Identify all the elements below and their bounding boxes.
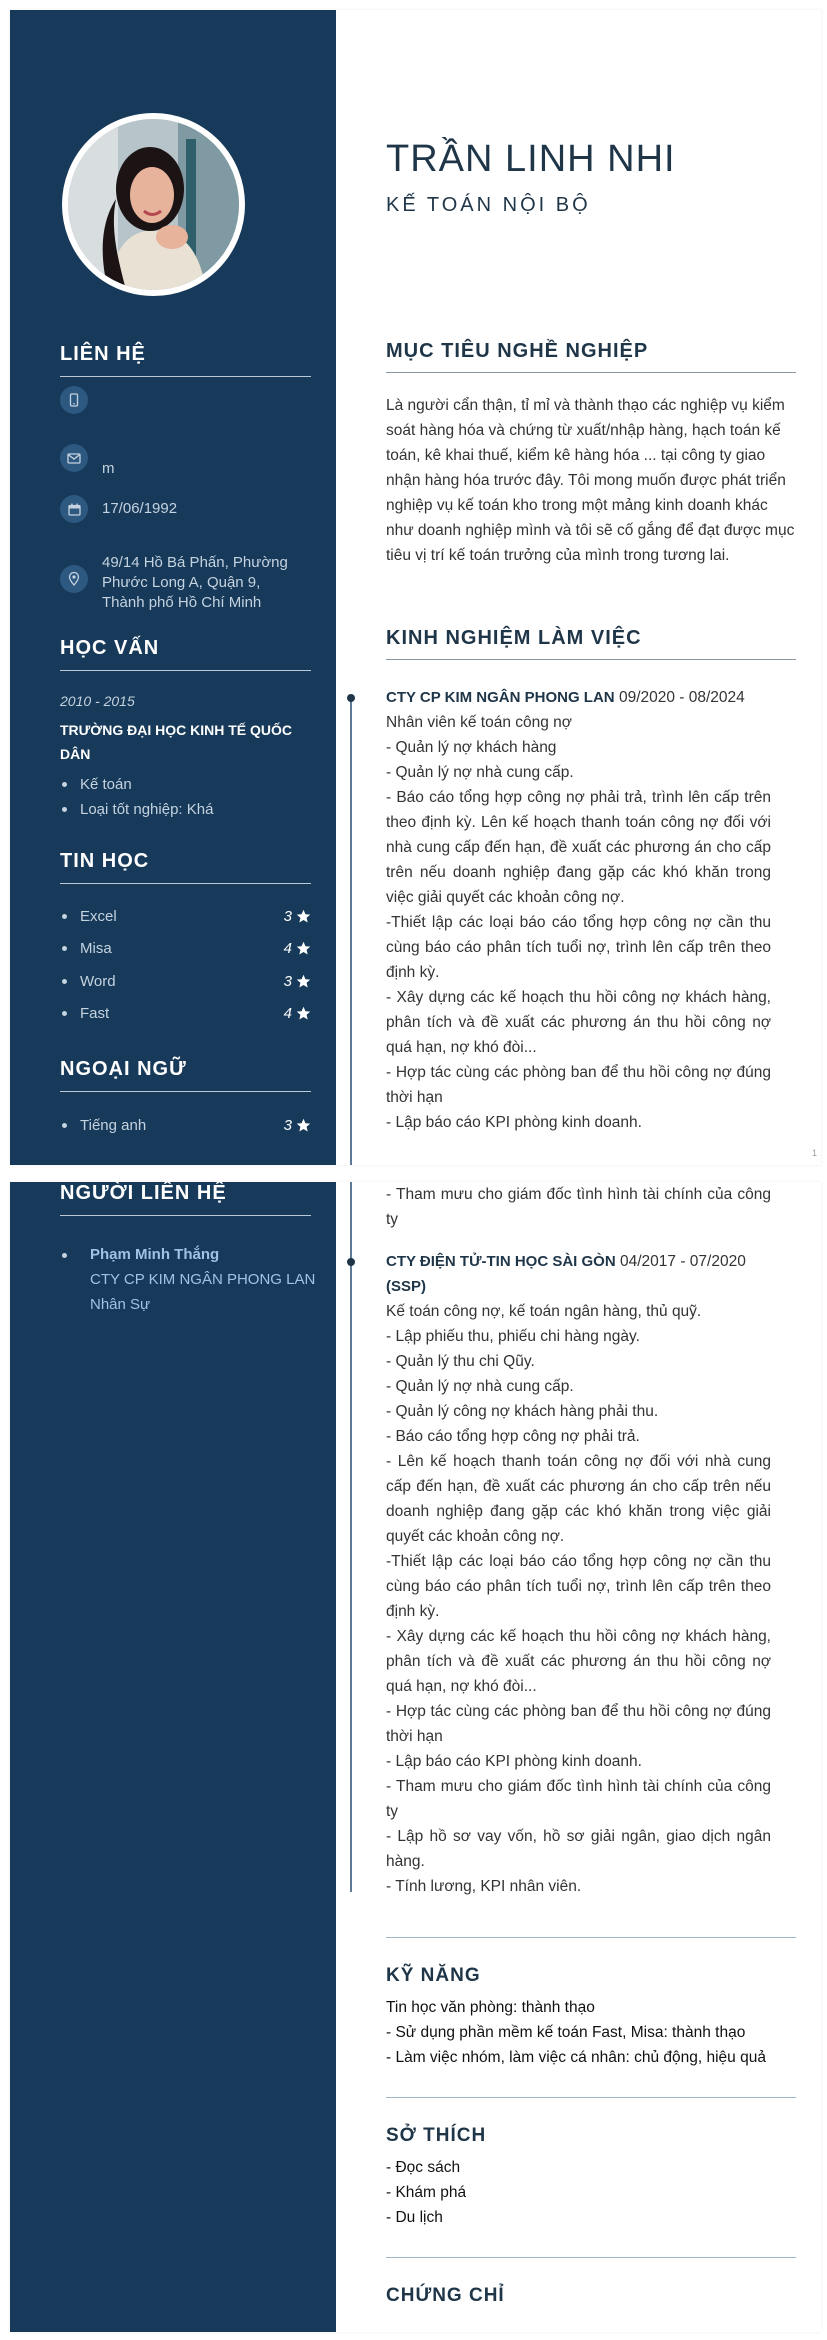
education-details — [60, 772, 311, 822]
hobby-line: - Đọc sách — [386, 2159, 461, 2176]
education-major: Kế toán — [60, 772, 311, 797]
skill-line: Tin học văn phòng: thành thạo — [386, 1999, 595, 2016]
profile-photo — [68, 119, 239, 290]
location-pin-icon — [60, 565, 88, 593]
job-duty: -Thiết lập các loại báo cáo tổng hợp công nợ cần thu cùng báo cáo phân tích tuổi nợ, trình lên cấp trên theo định kỳ. — [386, 1553, 771, 1620]
page-number: 1 — [811, 1148, 817, 1158]
job-duty: - Tính lương, KPI nhân viên. — [386, 1878, 582, 1895]
job-duty: - Lập báo cáo KPI phòng kinh doanh. — [386, 1114, 642, 1131]
address-line: Thành phố Hồ Chí Minh — [102, 594, 262, 611]
reference-company: CTY CP KIM NGÂN PHONG LAN — [90, 1271, 316, 1288]
skill-line: - Sử dụng phần mềm kế toán Fast, Misa: thành thạo — [386, 2024, 746, 2041]
email-value[interactable]: m — [102, 460, 115, 477]
hobby-line: - Du lịch — [386, 2209, 443, 2226]
reference-section-title: NGƯỜI LIÊN HỆ — [60, 1182, 311, 1216]
job-entry — [386, 1249, 771, 1899]
job-entry-continued — [386, 1182, 771, 1232]
job-company: CTY ĐIỆN TỬ-TIN HỌC SÀI GÒN — [386, 1253, 616, 1270]
job-duty: - Lập hồ sơ vay vốn, hồ sơ giải ngân, giao dịch ngân hàng. — [386, 1828, 771, 1870]
education-section-title: HỌC VẤN — [60, 637, 311, 671]
job-company-suffix: (SSP) — [386, 1278, 427, 1295]
job-duty: - Hợp tác cùng các phòng ban để thu hồi công nợ đúng thời hạn — [386, 1703, 771, 1745]
calendar-icon — [60, 495, 88, 523]
job-duty: - Lên kế hoạch thanh toán công nợ đối với nhà cung cấp đến hạn, đề xuất các phương án cho cấp trên nếu doanh nghiệp đang gặp các khó khăn trong việc giải quyết các khoản công nợ. — [386, 1453, 771, 1545]
job-duty: - Xây dựng các kế hoạch thu hồi công nợ khách hàng, phân tích và đề xuất các phương án thu hồi công nợ quá hạn, nợ khó đòi... — [386, 1628, 771, 1695]
job-duty: - Tham mưu cho giám đốc tình hình tài chính của công ty — [386, 1186, 771, 1228]
it-skill-row — [60, 905, 311, 927]
it-skill-row — [60, 1002, 311, 1024]
job-duty: - Hợp tác cùng các phòng ban để thu hồi công nợ đúng thời hạn — [386, 1064, 771, 1106]
sidebar — [10, 10, 336, 1165]
hobbies-section-title: SỞ THÍCH — [386, 2125, 487, 2146]
candidate-name: TRẦN LINH NHI — [386, 138, 676, 180]
email-icon — [60, 444, 88, 472]
job-duty: - Lập phiếu thu, phiếu chi hàng ngày. — [386, 1328, 640, 1345]
it-skill-name: Word — [80, 972, 116, 990]
avatar — [62, 113, 245, 296]
it-skill-name: Misa — [80, 939, 112, 957]
it-section-title: TIN HỌC — [60, 850, 311, 884]
it-skill-score: 3 — [283, 907, 292, 925]
job-duty: - Quản lý nợ nhà cung cấp. — [386, 1378, 574, 1395]
job-duty: - Quản lý thu chi Qũy. — [386, 1353, 535, 1370]
job-company: CTY CP KIM NGÂN PHONG LAN — [386, 689, 615, 706]
language-row — [60, 1114, 311, 1136]
timeline-dot — [347, 1258, 355, 1266]
star-icon — [296, 974, 311, 989]
job-duty: - Quản lý công nợ khách hàng phải thu. — [386, 1403, 659, 1420]
hobby-line: - Khám phá — [386, 2184, 467, 2201]
job-period: 09/2020 - 08/2024 — [618, 689, 745, 706]
job-role: Nhân viên kế toán công nợ — [386, 714, 572, 731]
timeline-line — [350, 698, 352, 1165]
education-school: TRƯỜNG ĐẠI HỌC KINH TẾ QUỐC DÂN — [60, 722, 292, 762]
skill-line: - Làm việc nhóm, làm việc cá nhân: chủ động, hiệu quả — [386, 2049, 766, 2066]
contact-section-title: LIÊN HỆ — [60, 343, 311, 377]
job-duty: - Báo cáo tổng hợp công nợ phải trả. — [386, 1428, 640, 1445]
skills-section-title: KỸ NĂNG — [386, 1965, 481, 1986]
objective-text: Là người cẩn thận, tỉ mỉ và thành thạo các nghiệp vụ kiểm soát hàng hóa và chứng từ xuất/nhập hàng, hạch toán kế toán, kê khai thuế, kiểm kê hàng hóa ... tại công ty giao nhận hàng hóa trước đây. Tôi mong muốn được phát triển nghiệp vụ kế toán kho trong một mảng kinh doanh khác như doanh nghiệp mình và tôi sẽ cố gắng để đạt được mục tiêu vị trí kế toán trưởng của mình trong tương lai. — [386, 397, 795, 564]
star-icon — [296, 1118, 311, 1133]
it-skill-score: 3 — [283, 972, 292, 990]
star-icon — [296, 941, 311, 956]
address-line: 49/14 Hồ Bá Phấn, Phường — [102, 554, 288, 571]
phone-icon — [60, 386, 88, 414]
objective-section-title: MỤC TIÊU NGHỀ NGHIỆP — [386, 340, 796, 373]
job-duty: -Thiết lập các loại báo cáo tổng hợp công nợ cần thu cùng báo cáo phân tích tuổi nợ, trình lên cấp trên theo định kỳ. — [386, 914, 771, 981]
it-skill-name: Excel — [80, 907, 117, 925]
job-period: 04/2017 - 07/2020 — [620, 1253, 746, 1270]
sidebar — [10, 1182, 336, 2332]
contact-birthday — [60, 495, 177, 523]
star-icon — [296, 909, 311, 924]
it-skill-row — [60, 937, 311, 959]
language-section-title: NGOẠI NGỮ — [60, 1058, 311, 1092]
it-skill-score: 4 — [283, 1004, 292, 1022]
it-skill-name: Fast — [80, 1004, 110, 1022]
birthday-value: 17/06/1992 — [102, 500, 178, 517]
job-duty: - Xây dựng các kế hoạch thu hồi công nợ khách hàng, phân tích và đề xuất các phương án thu hồi công nợ quá hạn, nợ khó đòi... — [386, 989, 771, 1056]
language-name: Tiếng anh — [80, 1116, 147, 1134]
timeline-dot — [347, 694, 355, 702]
cv-page-2 — [10, 1182, 821, 2332]
address-value — [102, 553, 288, 613]
job-duty: - Lập báo cáo KPI phòng kinh doanh. — [386, 1753, 642, 1770]
contact-email — [60, 444, 115, 479]
education-period: 2010 - 2015 — [60, 693, 135, 709]
address-line: Phước Long A, Quận 9, — [102, 574, 261, 591]
education-grade: Loại tốt nghiệp: Khá — [60, 797, 311, 822]
job-duty: - Quản lý nợ nhà cung cấp. — [386, 764, 574, 781]
job-entry — [386, 685, 771, 1135]
job-duty: - Tham mưu cho giám đốc tình hình tài chính của công ty — [386, 1778, 771, 1820]
reference-name: Phạm Minh Thắng — [90, 1246, 220, 1263]
it-skill-score: 4 — [283, 939, 292, 957]
job-duty: - Báo cáo tổng hợp công nợ phải trả, trình lên cấp trên theo định kỳ. Lên kế hoạch thanh toán công nợ đối với nhà cung cấp đến hạn, đề xuất các phương án cho cấp trên nếu doanh nghiệp đang gặp các khó khăn trong việc giải quyết các khoản công nợ. — [386, 789, 771, 906]
star-icon — [296, 1006, 311, 1021]
contact-phone — [60, 386, 102, 414]
certificates-section-title: CHỨNG CHỈ — [386, 2285, 505, 2306]
cv-page-1 — [10, 10, 821, 1165]
reference-position: Nhân Sự — [90, 1296, 151, 1313]
language-score: 3 — [283, 1116, 292, 1134]
job-duty: - Quản lý nợ khách hàng — [386, 739, 557, 756]
contact-address — [60, 553, 288, 613]
candidate-title: KẾ TOÁN NỘI BỘ — [386, 194, 591, 216]
job-role: Kế toán công nợ, kế toán ngân hàng, thủ quỹ. — [386, 1303, 702, 1320]
it-skill-row — [60, 970, 311, 992]
timeline-line — [350, 1182, 352, 1892]
experience-section-title: KINH NGHIỆM LÀM VIỆC — [386, 627, 796, 660]
